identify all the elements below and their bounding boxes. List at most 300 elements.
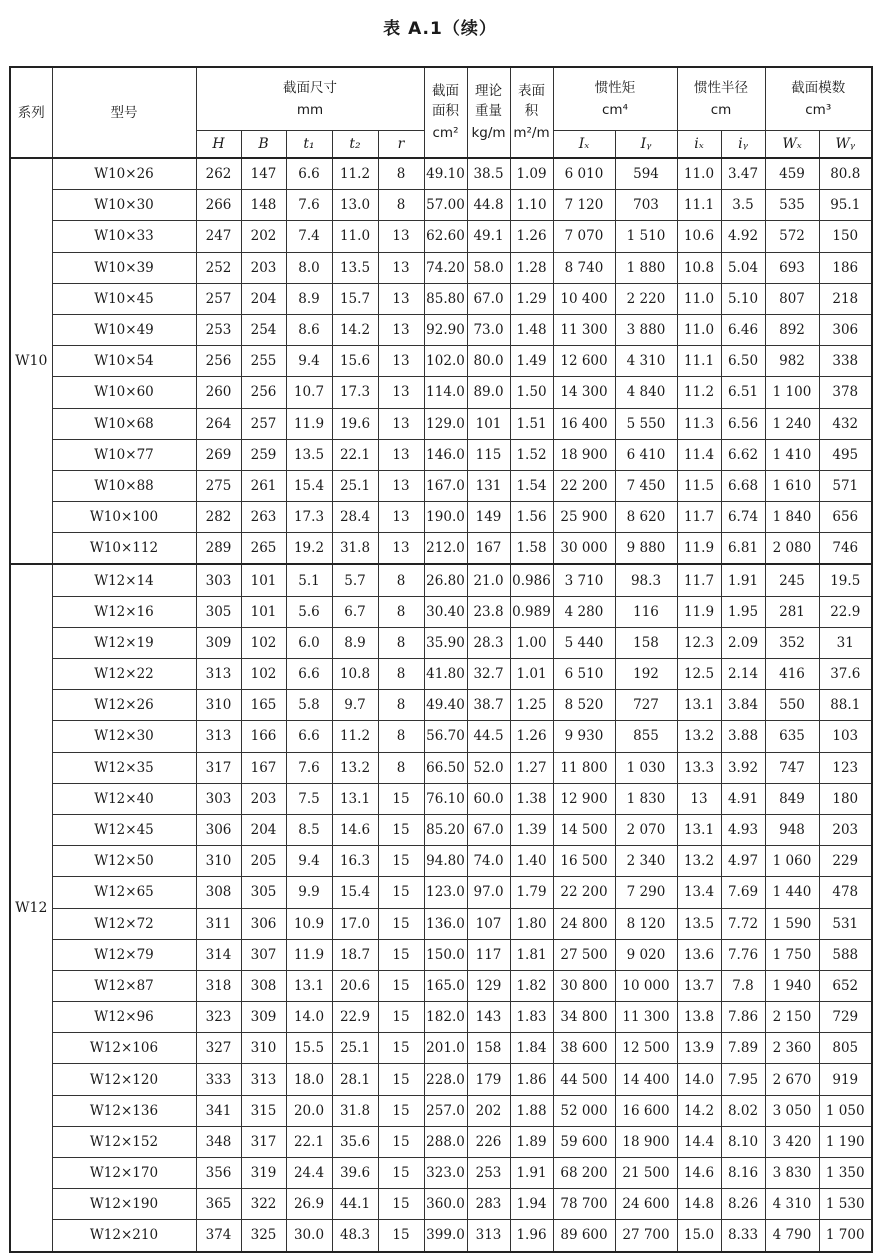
table-cell: 1.01 (510, 659, 553, 690)
subheader-radius-y: iᵧ (721, 131, 765, 159)
table-cell: 74.20 (424, 252, 467, 283)
table-cell: 9.7 (332, 690, 378, 721)
table-cell: 13.3 (677, 752, 721, 783)
table-cell: 982 (765, 346, 819, 377)
table-cell: 15 (378, 814, 424, 845)
table-cell: 89.0 (467, 377, 510, 408)
table-cell: 6.6 (286, 721, 332, 752)
model-cell: W12×45 (52, 814, 196, 845)
table-cell: 11.5 (677, 470, 721, 501)
table-cell: 16 500 (553, 846, 615, 877)
table-cell: 8 620 (615, 502, 677, 533)
table-cell: 495 (819, 439, 872, 470)
table-cell: 6.81 (721, 533, 765, 565)
table-cell: 283 (467, 1189, 510, 1220)
table-cell: 15 (378, 1189, 424, 1220)
table-cell: 550 (765, 690, 819, 721)
model-cell: W12×120 (52, 1064, 196, 1095)
table-cell: 1 700 (819, 1220, 872, 1252)
table-cell: 44.5 (467, 721, 510, 752)
table-cell: 1 750 (765, 939, 819, 970)
table-cell: 948 (765, 814, 819, 845)
table-cell: 727 (615, 690, 677, 721)
table-cell: 315 (241, 1095, 286, 1126)
table-cell: 101 (241, 564, 286, 596)
table-cell: 203 (241, 252, 286, 283)
table-cell: 5 440 (553, 627, 615, 658)
table-cell: 2 070 (615, 814, 677, 845)
table-cell: 13 (378, 252, 424, 283)
table-cell: 3.92 (721, 752, 765, 783)
table-cell: 95.1 (819, 190, 872, 221)
table-cell: 15 (378, 939, 424, 970)
table-cell: 13 (378, 377, 424, 408)
table-cell: 15 (378, 783, 424, 814)
steel-section-table (9, 66, 873, 1253)
header-inertia-label: 惯性矩 (594, 80, 636, 96)
table-cell: 572 (765, 221, 819, 252)
table-row (10, 377, 872, 408)
table-row (10, 533, 872, 565)
table-cell: 85.80 (424, 283, 467, 314)
table-cell: 318 (196, 970, 241, 1001)
table-cell: 25.1 (332, 470, 378, 501)
table-cell: 308 (196, 877, 241, 908)
table-cell: 15 (378, 1158, 424, 1189)
header-modulus-label: 截面模数 (791, 80, 846, 96)
table-cell: 15 (378, 1126, 424, 1157)
table-cell: 256 (241, 377, 286, 408)
table-cell: 2 340 (615, 846, 677, 877)
table-cell: 305 (196, 596, 241, 627)
table-cell: 323.0 (424, 1158, 467, 1189)
table-row (10, 690, 872, 721)
table-cell: 18.0 (286, 1064, 332, 1095)
table-cell: 1 190 (819, 1126, 872, 1157)
table-cell: 253 (196, 314, 241, 345)
table-row (10, 939, 872, 970)
table-cell: 30 800 (553, 970, 615, 1001)
table-row (10, 252, 872, 283)
table-cell: 322 (241, 1189, 286, 1220)
model-cell: W12×35 (52, 752, 196, 783)
table-cell: 12 500 (615, 1033, 677, 1064)
header-area-unit: cm² (432, 125, 459, 141)
table-cell: 8.9 (332, 627, 378, 658)
table-cell: 1.81 (510, 939, 553, 970)
table-cell: 28.1 (332, 1064, 378, 1095)
table-cell: 3 830 (765, 1158, 819, 1189)
table-row (10, 346, 872, 377)
table-cell: 535 (765, 190, 819, 221)
table-cell: 245 (765, 564, 819, 596)
header-radius-unit: cm (710, 102, 732, 118)
header-dimensions-unit: mm (296, 102, 324, 118)
table-cell: 129.0 (424, 408, 467, 439)
table-cell: 8.16 (721, 1158, 765, 1189)
table-cell: 44.8 (467, 190, 510, 221)
table-cell: 3.47 (721, 158, 765, 190)
table-cell: 205 (241, 846, 286, 877)
table-cell: 1.79 (510, 877, 553, 908)
table-cell: 6.68 (721, 470, 765, 501)
table-cell: 635 (765, 721, 819, 752)
table-cell: 20.0 (286, 1095, 332, 1126)
table-cell: 13 (378, 314, 424, 345)
model-cell: W10×77 (52, 439, 196, 470)
table-cell: 1 940 (765, 970, 819, 1001)
table-cell: 1.51 (510, 408, 553, 439)
table-cell: 7.95 (721, 1064, 765, 1095)
table-cell: 4.92 (721, 221, 765, 252)
table-cell: 365 (196, 1189, 241, 1220)
table-cell: 14.0 (677, 1064, 721, 1095)
table-cell: 165 (241, 690, 286, 721)
table-cell: 107 (467, 908, 510, 939)
table-cell: 7.4 (286, 221, 332, 252)
table-cell: 8 120 (615, 908, 677, 939)
table-cell: 24 800 (553, 908, 615, 939)
table-cell: 158 (615, 627, 677, 658)
table-cell: 182.0 (424, 1002, 467, 1033)
table-cell: 16 600 (615, 1095, 677, 1126)
table-cell: 416 (765, 659, 819, 690)
table-cell: 1 610 (765, 470, 819, 501)
table-cell: 22.9 (332, 1002, 378, 1033)
table-cell: 38.5 (467, 158, 510, 190)
subheader-iy: Iᵧ (615, 131, 677, 159)
header-surface-unit: m²/m (513, 125, 550, 141)
table-cell: 13.2 (677, 846, 721, 877)
header-weight-label: 理论重量 (475, 83, 502, 119)
table-cell: 4 840 (615, 377, 677, 408)
table-row (10, 1033, 872, 1064)
table-cell: 1.96 (510, 1220, 553, 1252)
model-cell: W12×30 (52, 721, 196, 752)
table-row (10, 1126, 872, 1157)
table-cell: 313 (467, 1220, 510, 1252)
table-cell: 399.0 (424, 1220, 467, 1252)
table-cell: 432 (819, 408, 872, 439)
table-cell: 14.2 (677, 1095, 721, 1126)
table-cell: 78 700 (553, 1189, 615, 1220)
table-row (10, 408, 872, 439)
table-cell: 281 (765, 596, 819, 627)
table-cell: 3.5 (721, 190, 765, 221)
table-row (10, 659, 872, 690)
table-cell: 14.6 (677, 1158, 721, 1189)
table-row (10, 877, 872, 908)
table-cell: 13 (378, 470, 424, 501)
table-cell: 13.8 (677, 1002, 721, 1033)
table-cell: 1.29 (510, 283, 553, 314)
table-cell: 31.8 (332, 533, 378, 565)
table-cell: 13.1 (677, 690, 721, 721)
table-cell: 102 (241, 627, 286, 658)
table-cell: 8 520 (553, 690, 615, 721)
table-cell: 13.5 (286, 439, 332, 470)
table-cell: 7.89 (721, 1033, 765, 1064)
table-cell: 13.7 (677, 970, 721, 1001)
table-cell: 167.0 (424, 470, 467, 501)
table-cell: 4 310 (765, 1189, 819, 1220)
table-cell: 306 (196, 814, 241, 845)
table-cell: 166 (241, 721, 286, 752)
table-cell: 11 300 (615, 1002, 677, 1033)
table-cell: 1.48 (510, 314, 553, 345)
table-cell: 22.1 (286, 1126, 332, 1157)
table-cell: 4 310 (615, 346, 677, 377)
table-cell: 7.6 (286, 752, 332, 783)
table-cell: 11.9 (286, 408, 332, 439)
table-cell: 11 300 (553, 314, 615, 345)
series-cell: W10 (10, 158, 52, 564)
table-row (10, 1158, 872, 1189)
table-cell: 247 (196, 221, 241, 252)
table-cell: 22.9 (819, 596, 872, 627)
table-cell: 9 880 (615, 533, 677, 565)
table-cell: 807 (765, 283, 819, 314)
table-cell: 260 (196, 377, 241, 408)
table-cell: 5 550 (615, 408, 677, 439)
table-cell: 149 (467, 502, 510, 533)
table-cell: 13 (378, 439, 424, 470)
table-cell: 146.0 (424, 439, 467, 470)
table-cell: 1 240 (765, 408, 819, 439)
table-cell: 22 200 (553, 470, 615, 501)
table-cell: 49.40 (424, 690, 467, 721)
table-cell: 165.0 (424, 970, 467, 1001)
table-cell: 6.6 (286, 158, 332, 190)
table-cell: 103 (819, 721, 872, 752)
table-cell: 12 600 (553, 346, 615, 377)
table-cell: 9 020 (615, 939, 677, 970)
model-cell: W12×14 (52, 564, 196, 596)
table-cell: 7 120 (553, 190, 615, 221)
table-cell: 150 (819, 221, 872, 252)
model-cell: W12×50 (52, 846, 196, 877)
table-cell: 14.2 (332, 314, 378, 345)
table-cell: 192 (615, 659, 677, 690)
table-cell: 30.40 (424, 596, 467, 627)
table-cell: 1.28 (510, 252, 553, 283)
table-cell: 257.0 (424, 1095, 467, 1126)
table-cell: 27 700 (615, 1220, 677, 1252)
subheader-wx: Wₓ (765, 131, 819, 159)
table-cell: 10.6 (677, 221, 721, 252)
table-cell: 15 (378, 908, 424, 939)
table-cell: 92.90 (424, 314, 467, 345)
model-cell: W12×96 (52, 1002, 196, 1033)
table-cell: 13.9 (677, 1033, 721, 1064)
table-cell: 15.7 (332, 283, 378, 314)
table-cell: 307 (241, 939, 286, 970)
table-cell: 1.89 (510, 1126, 553, 1157)
table-cell: 1.86 (510, 1064, 553, 1095)
table-cell: 289 (196, 533, 241, 565)
table-cell: 74.0 (467, 846, 510, 877)
header-weight-unit: kg/m (471, 125, 506, 141)
model-cell: W12×87 (52, 970, 196, 1001)
table-row (10, 439, 872, 470)
table-row (10, 783, 872, 814)
table-cell: 8 (378, 752, 424, 783)
table-cell: 18 900 (615, 1126, 677, 1157)
subheader-h: H (196, 131, 241, 159)
table-cell: 4.91 (721, 783, 765, 814)
table-cell: 115 (467, 439, 510, 470)
table-row (10, 564, 872, 596)
table-cell: 6 010 (553, 158, 615, 190)
table-cell: 1 030 (615, 752, 677, 783)
table-cell: 11.4 (677, 439, 721, 470)
table-cell: 338 (819, 346, 872, 377)
model-cell: W10×100 (52, 502, 196, 533)
table-cell: 319 (241, 1158, 286, 1189)
table-cell: 52 000 (553, 1095, 615, 1126)
table-cell: 7 290 (615, 877, 677, 908)
table-cell: 1.52 (510, 439, 553, 470)
model-cell: W12×65 (52, 877, 196, 908)
subheader-t1: t₁ (286, 131, 332, 159)
model-cell: W12×26 (52, 690, 196, 721)
table-cell: 6.62 (721, 439, 765, 470)
table-cell: 14.8 (677, 1189, 721, 1220)
header-weight (467, 67, 510, 158)
series-cell: W12 (10, 564, 52, 1251)
table-cell: 201.0 (424, 1033, 467, 1064)
model-cell: W12×19 (52, 627, 196, 658)
header-modulus (765, 67, 872, 131)
table-body (10, 158, 872, 1252)
table-cell: 255 (241, 346, 286, 377)
table-cell: 22.1 (332, 439, 378, 470)
subheader-radius-x: iₓ (677, 131, 721, 159)
table-cell: 6.56 (721, 408, 765, 439)
table-cell: 360.0 (424, 1189, 467, 1220)
table-cell: 101 (241, 596, 286, 627)
table-cell: 356 (196, 1158, 241, 1189)
table-cell: 11.0 (677, 314, 721, 345)
table-cell: 80.8 (819, 158, 872, 190)
table-cell: 123.0 (424, 877, 467, 908)
table-cell: 259 (241, 439, 286, 470)
table-row (10, 502, 872, 533)
table-cell: 656 (819, 502, 872, 533)
table-cell: 746 (819, 533, 872, 565)
table-cell: 478 (819, 877, 872, 908)
table-cell: 1 830 (615, 783, 677, 814)
table-cell: 7.5 (286, 783, 332, 814)
table-cell: 11.0 (677, 283, 721, 314)
model-cell: W10×88 (52, 470, 196, 501)
table-cell: 17.3 (286, 502, 332, 533)
table-row (10, 283, 872, 314)
table-cell: 17.3 (332, 377, 378, 408)
table-cell: 9.9 (286, 877, 332, 908)
table-row (10, 970, 872, 1001)
table-cell: 8.9 (286, 283, 332, 314)
table-cell: 849 (765, 783, 819, 814)
model-cell: W12×22 (52, 659, 196, 690)
table-cell: 190.0 (424, 502, 467, 533)
table-cell: 37.6 (819, 659, 872, 690)
table-row (10, 314, 872, 345)
table-cell: 11.2 (332, 158, 378, 190)
table-cell: 805 (819, 1033, 872, 1064)
table-cell: 15.0 (677, 1220, 721, 1252)
table-cell: 9.4 (286, 346, 332, 377)
model-cell: W10×112 (52, 533, 196, 565)
table-cell: 892 (765, 314, 819, 345)
table-cell: 352 (765, 627, 819, 658)
table-cell: 257 (196, 283, 241, 314)
table-cell: 1.09 (510, 158, 553, 190)
table-cell: 1 440 (765, 877, 819, 908)
table-cell: 13 (378, 502, 424, 533)
table-cell: 269 (196, 439, 241, 470)
table-cell: 7.6 (286, 190, 332, 221)
table-cell: 7 070 (553, 221, 615, 252)
table-row (10, 627, 872, 658)
table-cell: 35.6 (332, 1126, 378, 1157)
table-cell: 1.10 (510, 190, 553, 221)
table-cell: 35.90 (424, 627, 467, 658)
table-cell: 13.5 (332, 252, 378, 283)
table-row (10, 1064, 872, 1095)
table-cell: 31.8 (332, 1095, 378, 1126)
table-cell: 8.0 (286, 252, 332, 283)
table-cell: 1.49 (510, 346, 553, 377)
model-cell: W10×54 (52, 346, 196, 377)
table-cell: 34 800 (553, 1002, 615, 1033)
table-cell: 2.09 (721, 627, 765, 658)
table-row (10, 158, 872, 190)
header-inertia (553, 67, 677, 131)
table-cell: 38 600 (553, 1033, 615, 1064)
table-cell: 253 (467, 1158, 510, 1189)
table-cell: 2 150 (765, 1002, 819, 1033)
table-cell: 6.6 (286, 659, 332, 690)
table-cell: 313 (196, 659, 241, 690)
table-cell: 167 (241, 752, 286, 783)
table-cell: 1 100 (765, 377, 819, 408)
table-cell: 2.14 (721, 659, 765, 690)
table-row (10, 721, 872, 752)
table-cell: 1 880 (615, 252, 677, 283)
table-cell: 21.0 (467, 564, 510, 596)
table-cell: 13.1 (332, 783, 378, 814)
table-cell: 1 050 (819, 1095, 872, 1126)
table-cell: 11.9 (677, 596, 721, 627)
table-cell: 1 350 (819, 1158, 872, 1189)
table-cell: 325 (241, 1220, 286, 1252)
table-cell: 28.3 (467, 627, 510, 658)
table-cell: 11.9 (677, 533, 721, 565)
table-cell: 31 (819, 627, 872, 658)
table-cell: 262 (196, 158, 241, 190)
table-cell: 310 (241, 1033, 286, 1064)
table-cell: 179 (467, 1064, 510, 1095)
table-cell: 4.97 (721, 846, 765, 877)
table-cell: 12 900 (553, 783, 615, 814)
table-cell: 571 (819, 470, 872, 501)
table-cell: 1.25 (510, 690, 553, 721)
table-cell: 288.0 (424, 1126, 467, 1157)
table-cell: 303 (196, 783, 241, 814)
table-cell: 341 (196, 1095, 241, 1126)
model-cell: W10×68 (52, 408, 196, 439)
